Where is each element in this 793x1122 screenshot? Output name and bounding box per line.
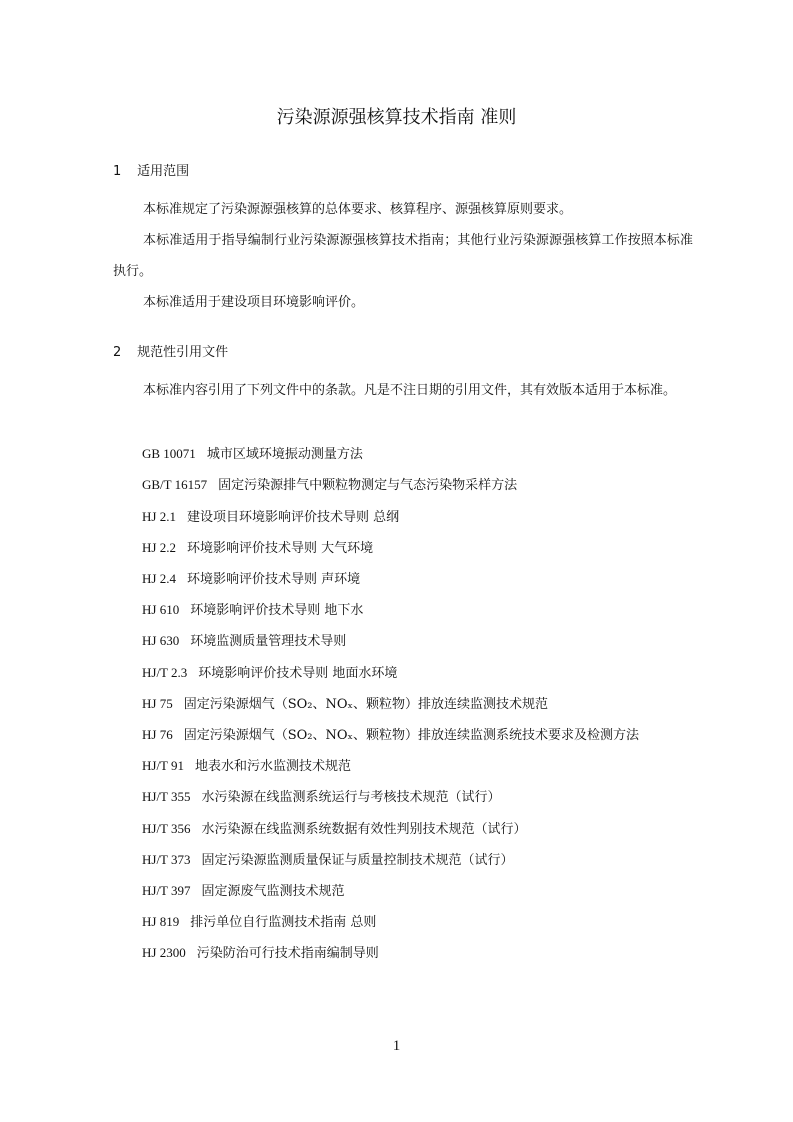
reference-code: GB 10071 [142, 446, 196, 461]
reference-item [142, 599, 363, 618]
reference-item [142, 818, 527, 837]
reference-item [142, 942, 379, 961]
reference-item [142, 630, 346, 649]
reference-code: HJ/T 2.3 [142, 665, 188, 680]
reference-code: HJ 630 [142, 633, 180, 648]
reference-code: HJ/T 91 [142, 758, 185, 773]
section-title: 适用范围 [137, 164, 190, 179]
reference-item [142, 724, 639, 743]
reference-title: 固定污染源监测质量保证与质量控制技术规范（试行） [201, 853, 514, 868]
reference-title: 城市区域环境振动测量方法 [206, 447, 363, 462]
reference-item [142, 693, 548, 712]
section-number: 2 [113, 345, 122, 360]
section-heading-references [113, 341, 228, 360]
reference-title: 污染防治可行技术指南编制导则 [196, 946, 379, 961]
reference-title: 排污单位自行监测技术指南 总则 [190, 915, 377, 930]
reference-code: HJ 2.4 [142, 571, 176, 586]
reference-title: 环境监测质量管理技术导则 [190, 634, 347, 649]
reference-code: HJ/T 373 [142, 852, 191, 867]
reference-item [142, 506, 399, 525]
reference-item [142, 474, 517, 493]
section-title: 规范性引用文件 [137, 345, 229, 360]
reference-title: 水污染源在线监测系统运行与考核技术规范（试行） [201, 790, 501, 805]
reference-title: 地表水和污水监测技术规范 [195, 759, 352, 774]
reference-item [142, 537, 373, 556]
reference-item [142, 568, 360, 587]
reference-code: HJ 2.1 [142, 509, 176, 524]
reference-title: 环境影响评价技术导则 地面水环境 [198, 666, 398, 681]
page-number: 1 [392, 1038, 401, 1054]
reference-code: HJ/T 356 [142, 821, 191, 836]
document-title: 污染源源强核算技术指南 准则 [276, 107, 517, 128]
reference-title: 建设项目环境影响评价技术导则 总纲 [186, 510, 400, 525]
reference-code: HJ 819 [142, 914, 180, 929]
reference-title: 固定污染源排气中颗粒物测定与气态污染物采样方法 [218, 478, 518, 493]
paragraph: 本标准适用于指导编制行业污染源源强核算技术指南；其他行业污染源源强核算工作按照本标准执行。 [113, 233, 693, 279]
reference-item [142, 880, 345, 899]
reference-code: HJ 76 [142, 727, 173, 742]
reference-code: HJ 2300 [142, 945, 186, 960]
reference-item [142, 786, 501, 805]
paragraph: 本标准内容引用了下列文件中的条款。凡是不注日期的引用文件，其有效版本适用于本标准。 [143, 383, 677, 398]
reference-title: 水污染源在线监测系统数据有效性判别技术规范（试行） [201, 822, 527, 837]
reference-code: HJ 75 [142, 696, 173, 711]
reference-title: 固定污染源烟气（SO₂、NOₓ、颗粒物）排放连续监测系统技术要求及检测方法 [183, 728, 640, 743]
paragraph: 本标准适用于建设项目环境影响评价。 [143, 295, 365, 310]
reference-item [142, 443, 363, 462]
reference-item [142, 755, 351, 774]
reference-title: 环境影响评价技术导则 大气环境 [186, 541, 374, 556]
reference-code: HJ 2.2 [142, 540, 176, 555]
reference-title: 固定污染源烟气（SO₂、NOₓ、颗粒物）排放连续监测技术规范 [183, 697, 549, 712]
reference-item [142, 911, 376, 930]
paragraph: 本标准规定了污染源源强核算的总体要求、核算程序、源强核算原则要求。 [143, 202, 573, 217]
section-heading-scope [113, 160, 189, 179]
section-number: 1 [113, 164, 122, 179]
reference-code: GB/T 16157 [142, 477, 208, 492]
reference-item [142, 849, 514, 868]
reference-code: HJ 610 [142, 602, 180, 617]
reference-title: 环境影响评价技术导则 地下水 [190, 603, 364, 618]
reference-title: 固定源废气监测技术规范 [201, 884, 345, 899]
reference-code: HJ/T 397 [142, 883, 191, 898]
reference-code: HJ/T 355 [142, 789, 191, 804]
reference-title: 环境影响评价技术导则 声环境 [186, 572, 361, 587]
reference-item [142, 662, 397, 681]
